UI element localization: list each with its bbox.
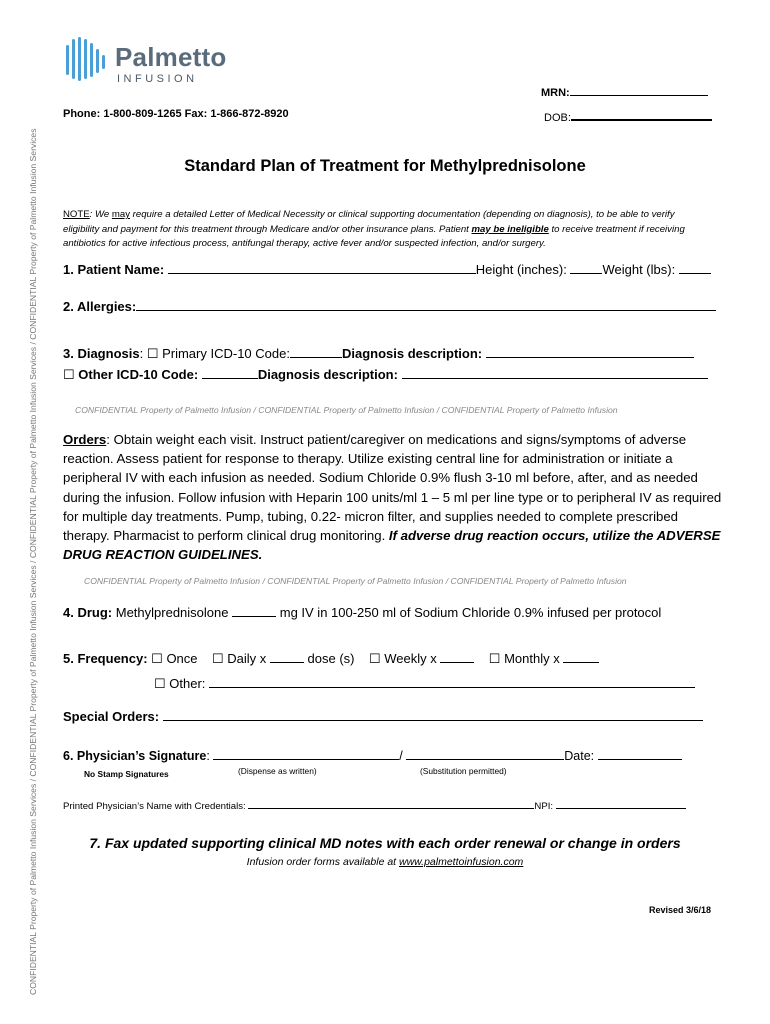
daily-checkbox[interactable]: ☐ [211,651,224,666]
primary-icd-label: Primary ICD-10 Code: [162,346,290,361]
other-icd-label: Other ICD-10 Code: [78,367,199,382]
signature-date-input[interactable] [598,748,682,760]
diagnosis-label: 3. Diagnosis [63,346,140,361]
once-label: Once [166,651,198,666]
weight-label: Weight (lbs): [602,262,676,277]
orders-text: : Obtain weight each visit. Instruct patient/caregiver on medications and signs/symptoms of adverse reaction. Assess patient for response to therapy. Utilize existing central line for administration or initiate a peripheral IV with each infusion as needed. Sodium Chloride 0.9% flush 3-10 ml before, after, and as needed during the infusion. Follow infusion with Heparin 100 units/ml 1 – 5 ml per line type or to peripheral IV as required for multiple day treatments. Pump, tubing, 0.22- micron filter, and supplies needed to complete prescribed therapy. Pharmacist to perform clinical drug monitoring. [63,432,722,544]
printed-name-input[interactable] [248,799,534,809]
forms-available-text: Infusion order forms available at [246,856,399,868]
fax-instruction: 7. Fax updated supporting clinical MD notes with each order renewal or change in orders [89,835,681,851]
primary-icd-input[interactable] [290,346,342,358]
confidential-watermark-2: CONFIDENTIAL Property of Palmetto Infusion / CONFIDENTIAL Property of Palmetto Infusion / CONFIDENTIAL Property of Palmetto Infusion [84,576,627,586]
note-paragraph [63,208,713,252]
other-icd-input[interactable] [202,367,258,379]
monthly-checkbox[interactable]: ☐ [488,651,501,666]
mrn-field [541,84,708,99]
special-orders-label: Special Orders: [63,709,160,724]
drug-row [63,605,661,620]
daily-label: Daily x [227,651,267,666]
allergies-label: 2. Allergies: [63,299,137,314]
frequency-row [63,651,599,667]
printed-name-label: Printed Physician’s Name with Credentials: [63,801,246,812]
printed-name-row [63,799,686,812]
confidential-watermark-1: CONFIDENTIAL Property of Palmetto Infusion / CONFIDENTIAL Property of Palmetto Infusion / CONFIDENTIAL Property of Palmetto Infusion [75,405,618,415]
patient-name-input[interactable] [168,262,476,274]
height-input[interactable] [570,262,602,274]
diagnosis-desc-label-1: Diagnosis description: [341,346,483,361]
weekly-input[interactable] [440,651,474,663]
special-orders-row [63,709,703,724]
daily-input[interactable] [270,651,304,663]
diagnosis-desc-input-2[interactable] [402,367,708,379]
orders-paragraph [63,430,723,564]
diagnosis-row-1: 3. Diagnosis: ☐ Primary ICD-10 Code: Diagnosis description: [63,346,694,362]
page-title: Standard Plan of Treatment for Methylprednisolone [184,157,586,175]
weekly-checkbox[interactable]: ☐ [368,651,381,666]
note-ineligible: may be ineligible [471,223,549,235]
frequency-other-row [154,676,695,692]
signature-dispense-line[interactable] [213,748,399,760]
monthly-input[interactable] [563,651,599,663]
primary-checkbox[interactable]: ☐ [146,346,159,361]
drug-label: 4. Drug: [63,605,113,620]
signature-row: 6. Physician’s Signature: / Date: [63,748,682,763]
no-stamp-note: No Stamp Signatures [84,769,169,779]
other-icd-checkbox[interactable]: ☐ [63,367,75,382]
note-text-1: : We [89,209,112,220]
signature-date-label: Date: [564,749,595,763]
note-text-2: require a detailed Letter of Medical Necessity or clinical supporting documentation (depending on diagnosis), to be able to verify eligibility and payment for this treatment through Medicare and/or other insurance plans. Patient [63,209,675,235]
diagnosis-row-2 [63,367,708,383]
orders-label: Orders [63,432,107,447]
npi-input[interactable] [556,799,686,809]
mrn-label: MRN: [541,87,570,99]
monthly-label: Monthly x [504,651,560,666]
side-confidential-watermark: CONFIDENTIAL Property of Palmetto Infusion Services / CONFIDENTIAL Property of Palmetto Infusion Services / CONFIDENTIAL Property of Palmetto Infusion Services / CONFIDENTIAL Property of Palmetto Infusion Services [28,128,38,995]
patient-row [63,262,711,277]
drug-name: Methylprednisolone [115,605,229,620]
weight-input[interactable] [679,262,711,274]
diagnosis-desc-label-2: Diagnosis description: [257,367,398,382]
palmetto-bars-icon [64,37,106,81]
dob-field [544,108,712,124]
signature-substitution-line[interactable] [406,748,564,760]
dispense-caption: (Dispense as written) [238,766,317,776]
other-input[interactable] [209,676,695,688]
website-link[interactable]: www.palmettoinfusion.com [399,856,524,868]
drug-dose-input[interactable] [232,605,276,617]
diagnosis-desc-input-1[interactable] [486,346,694,358]
revised-date: Revised 3/6/18 [649,905,712,915]
forms-available-line [0,856,770,868]
other-checkbox[interactable]: ☐ [154,676,166,691]
patient-name-label: 1. Patient Name: [63,262,165,277]
frequency-label: 5. Frequency: [63,651,148,666]
mrn-input-line[interactable] [570,84,708,96]
note-may: may [111,209,130,220]
substitution-caption: (Substitution permitted) [420,766,507,776]
weekly-label: Weekly x [384,651,437,666]
logo-name: Palmetto [115,42,227,72]
npi-label: NPI: [534,801,554,812]
special-orders-input[interactable] [163,709,703,721]
allergies-input[interactable] [136,299,716,311]
logo-subtitle: INFUSION [117,73,198,85]
other-label: Other: [169,676,206,691]
note-label: NOTE [63,209,90,220]
orders-emphasis: If adverse drug reaction occurs, utilize the ADVERSE DRUG REACTION GUIDELINES. [63,528,721,563]
allergies-row [63,299,716,314]
dob-input-line[interactable] [571,108,712,121]
height-label: Height (inches): [475,262,567,277]
contact-line: Phone: 1-800-809-1265 Fax: 1-866-872-8920 [63,108,289,120]
drug-rest: mg IV in 100-250 ml of Sodium Chloride 0.9% infused per protocol [279,605,662,620]
once-checkbox[interactable]: ☐ [151,651,163,666]
signature-label: 6. Physician’s Signature [63,749,207,763]
dob-label: DOB: [544,112,571,124]
dose-label: dose (s) [307,651,355,666]
note-text-3: to receive treatment if receiving antibiotics for active infectious process, antifungal therapy, active fever and/or suspected infection, and/or surgery. [63,223,685,250]
